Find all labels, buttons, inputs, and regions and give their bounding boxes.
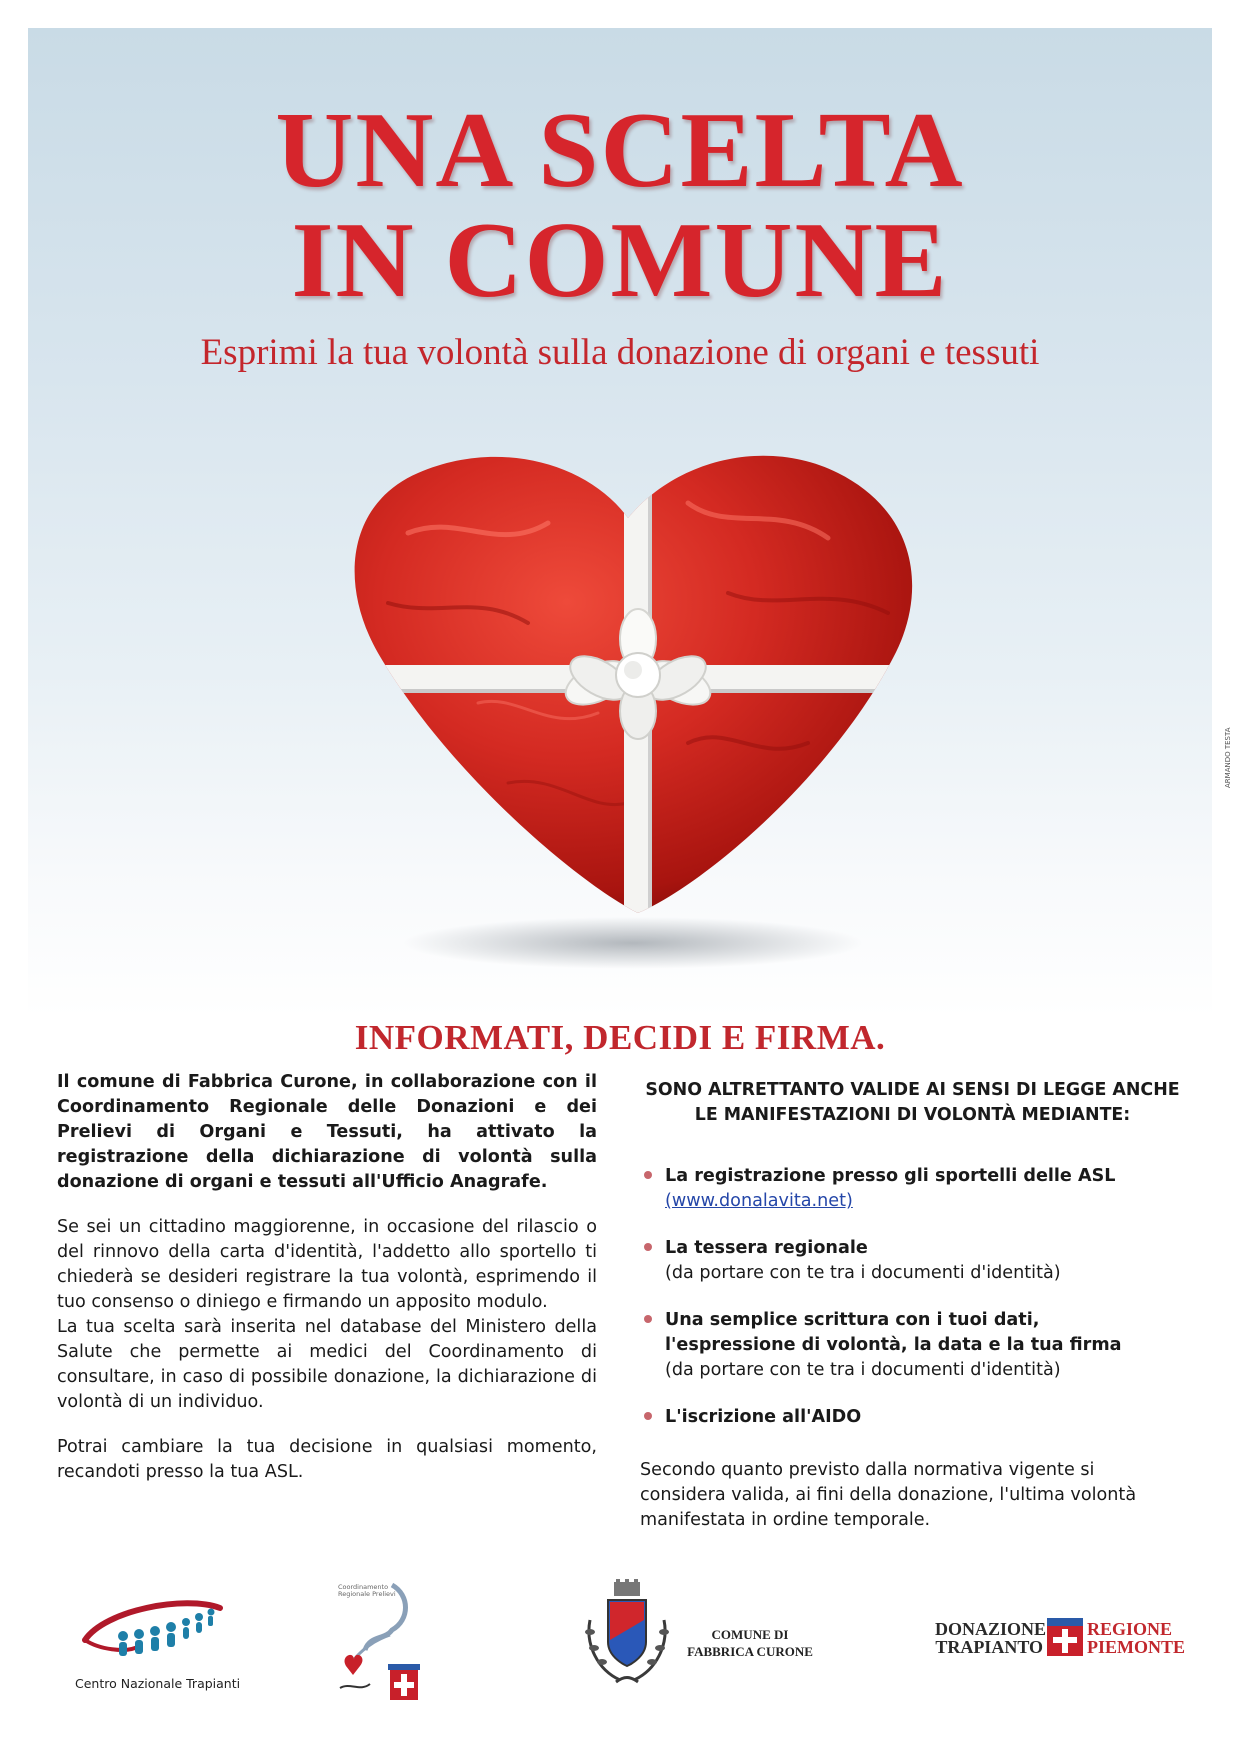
right-column bbox=[640, 1078, 1185, 1533]
coordinamento-label: Coordinamento Regionale Prelievi bbox=[338, 1583, 396, 1598]
comune-line-1: COMUNE DI bbox=[711, 1627, 789, 1642]
right-heading-line-1: SONO ALTRETTANTO VALIDE AI SENSI DI LEGGE ANCHE bbox=[645, 1080, 1180, 1100]
methods-list bbox=[640, 1164, 1185, 1430]
list-item bbox=[640, 1164, 1185, 1214]
paragraph-4: Potrai cambiare la tua decisione in qualsiasi momento, recandoti presso la tua ASL. bbox=[57, 1437, 597, 1482]
list-item-title: La tessera regionale bbox=[665, 1238, 868, 1258]
regione-line: REGIONE bbox=[1087, 1619, 1173, 1639]
piemonte-line: PIEMONTE bbox=[1087, 1637, 1186, 1657]
municipal-crest-icon bbox=[580, 1580, 675, 1705]
list-item-note: (da portare con te tra i documenti d'identità) bbox=[665, 1263, 1061, 1283]
coordinamento-emblem-icon bbox=[330, 1580, 430, 1705]
cnt-logo bbox=[75, 1590, 255, 1700]
coordinamento-logo bbox=[330, 1580, 430, 1705]
title-line-1: UNA SCELTA bbox=[275, 91, 965, 210]
paragraph-3: La tua scelta sarà inserita nel database del Ministero della Salute che permette ai medici del Coordinamento di consultare, in caso di possibile donazione, la dichiarazione di volontà di un individuo. bbox=[57, 1317, 597, 1412]
tagline: INFORMATI, DECIDI E FIRMA. bbox=[354, 1018, 886, 1057]
comune-logo bbox=[580, 1580, 830, 1705]
intro-paragraph: Il comune di Fabbrica Curone, in collaborazione con il Coordinamento Regionale delle Donazioni e dei Prelievi di Organi e Tessuti, ha attivato la registrazione della dichiarazione di volontà sulla donazione di organi e tessuti all'Ufficio Anagrafe. bbox=[57, 1072, 597, 1192]
comune-line-2: FABBRICA CURONE bbox=[687, 1644, 813, 1659]
list-item-title: La registrazione presso gli sportelli delle ASL bbox=[665, 1166, 1116, 1186]
right-heading-line-2: LE MANIFESTAZIONI DI VOLONTÀ MEDIANTE: bbox=[694, 1105, 1131, 1125]
donalavita-link[interactable]: (www.donalavita.net) bbox=[665, 1191, 853, 1211]
piemonte-flag-icon bbox=[1047, 1618, 1083, 1656]
list-item-title: L'iscrizione all'AIDO bbox=[665, 1407, 862, 1427]
regione-text bbox=[1087, 1620, 1187, 1656]
paragraph-2: Se sei un cittadino maggiorenne, in occasione del rilascio o del rinnovo della carta d'identità, l'addetto allo sportello ti chiederà se desideri registrare la tua volontà, esprimendo il tuo consenso o diniego e firmando un apposito modulo. bbox=[57, 1217, 597, 1312]
hero-banner bbox=[28, 28, 1232, 1018]
left-column bbox=[57, 1070, 597, 1505]
donazione-trapianto-text bbox=[935, 1619, 1047, 1657]
regione-piemonte-logo bbox=[935, 1618, 1185, 1678]
trapianto-line: TRAPIANTO bbox=[935, 1637, 1043, 1657]
cnt-label: Centro Nazionale Trapianti bbox=[75, 1676, 241, 1691]
closing-paragraph: Secondo quanto previsto dalla normativa vigente si considera valida, ai fini della donazione, l'ultima volontà manifestata in ordine temporale. bbox=[640, 1460, 1137, 1530]
logo-footer bbox=[0, 1580, 1240, 1720]
comune-text bbox=[675, 1626, 825, 1660]
subtitle: Esprimi la tua volontà sulla donazione di organi e tessuti bbox=[200, 332, 1040, 373]
photo-credit: ARMANDO TESTA bbox=[1224, 727, 1232, 788]
heart-bullet-icon bbox=[644, 1412, 652, 1420]
list-item bbox=[640, 1405, 1185, 1430]
title-line-2: IN COMUNE bbox=[291, 201, 949, 320]
right-heading bbox=[640, 1078, 1185, 1128]
donazione-line: DONAZIONE bbox=[935, 1619, 1047, 1639]
list-item bbox=[640, 1308, 1185, 1383]
list-item-title-cont: l'espressione di volontà, la data e la tua firma bbox=[665, 1335, 1122, 1355]
list-item bbox=[640, 1236, 1185, 1286]
heart-bullet-icon bbox=[644, 1171, 652, 1179]
heart-gift-image bbox=[328, 443, 948, 1003]
heart-bullet-icon bbox=[644, 1243, 652, 1251]
heart-icon bbox=[328, 443, 948, 1003]
cnt-people-icon bbox=[75, 1590, 255, 1675]
list-item-note: (da portare con te tra i documenti d'identità) bbox=[665, 1360, 1061, 1380]
list-item-title: Una semplice scrittura con i tuoi dati, bbox=[665, 1310, 1040, 1330]
heart-bullet-icon bbox=[644, 1315, 652, 1323]
